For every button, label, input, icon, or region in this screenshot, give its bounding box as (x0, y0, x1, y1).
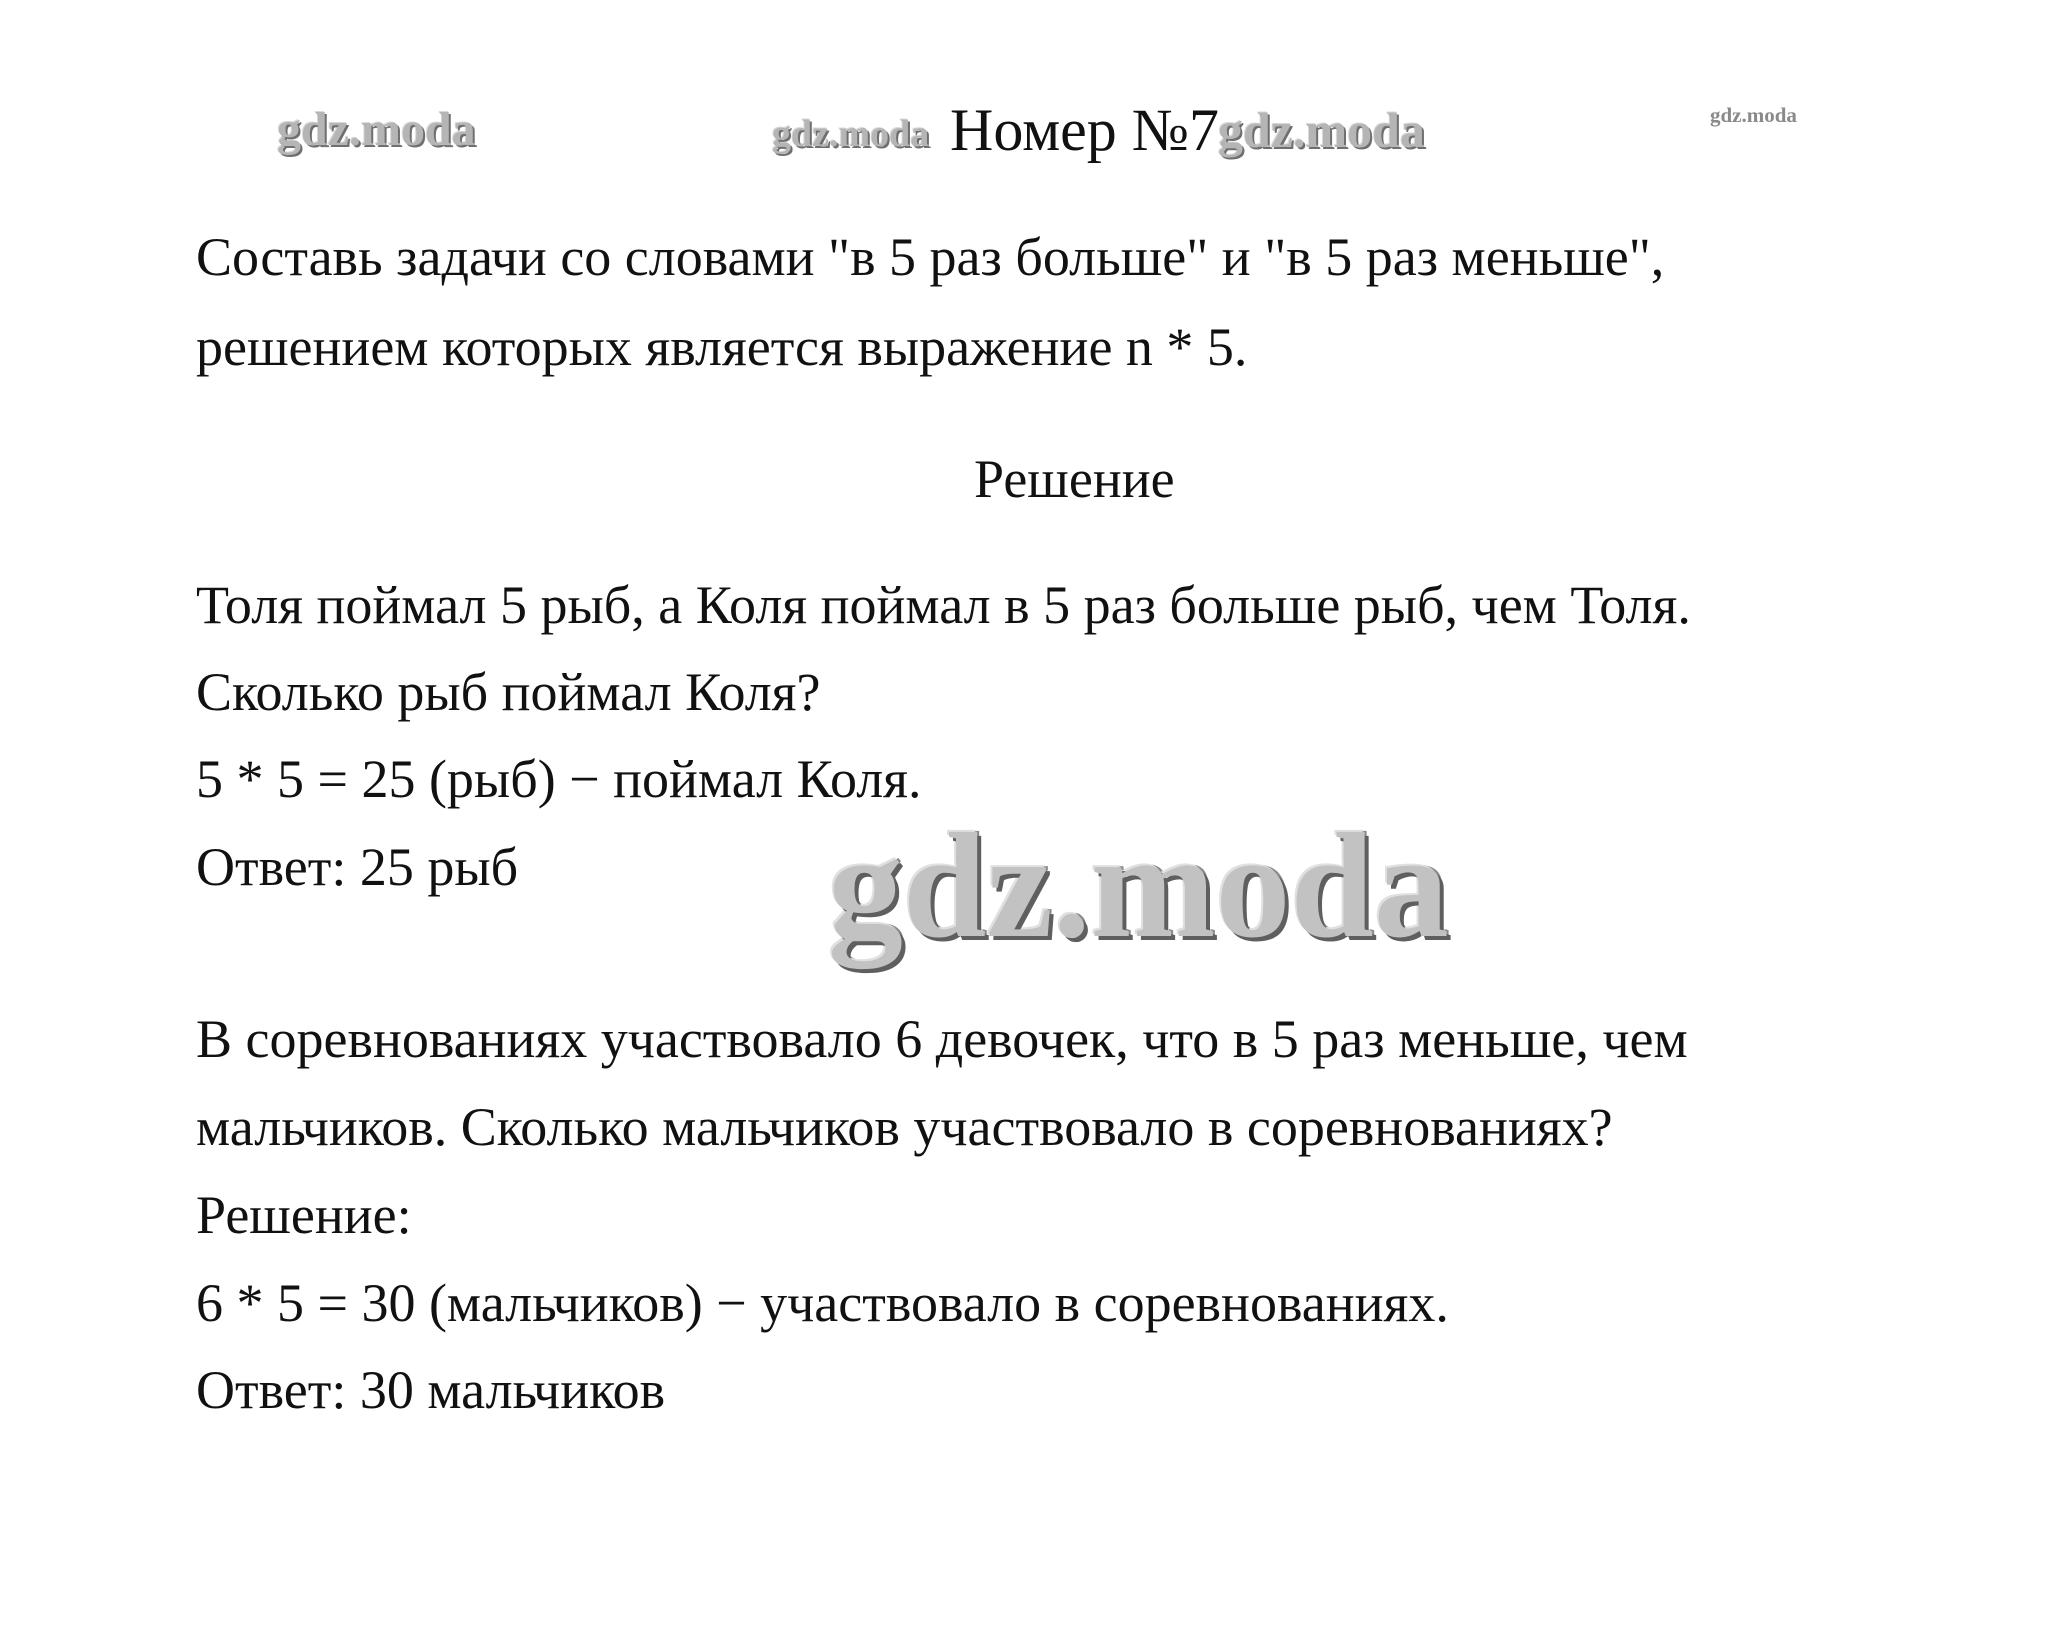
page-title: Номер №7 (950, 97, 1220, 163)
watermark-center-big: gdz.moda (828, 803, 1449, 969)
problem2-calculation: 6 * 5 = 30 (мальчиков) − участвовало в соревнованиях. (196, 1273, 1449, 1333)
problem1-calculation: 5 * 5 = 25 (рыб) − поймал Коля. (196, 749, 922, 809)
task-line-1: Составь задачи со словами "в 5 раз больше" и "в 5 раз меньше", (196, 227, 1665, 287)
problem1-line-2: Сколько рыб поймал Коля? (196, 662, 821, 722)
problem1-answer: Ответ: 25 рыб (196, 837, 519, 897)
problem2-line-2: мальчиков. Сколько мальчиков участвовало в соревнованиях? (196, 1097, 1613, 1157)
task-line-2: решением которых является выражение n * 5. (196, 317, 1248, 377)
watermark-header-left: gdz.moda (772, 113, 930, 155)
watermark-header-right: gdz.moda (1218, 102, 1425, 158)
watermark-top-left: gdz.moda (277, 103, 476, 156)
watermark-top-right: gdz.moda (1710, 103, 1797, 127)
problem2-answer: Ответ: 30 мальчиков (196, 1360, 666, 1420)
solution-heading: Решение (974, 449, 1175, 509)
problem2-solution-label: Решение: (196, 1185, 412, 1245)
problem2-line-1: В соревнованиях участвовало 6 девочек, что в 5 раз меньше, чем (196, 1009, 1688, 1069)
problem1-line-1: Толя поймал 5 рыб, а Коля поймал в 5 раз больше рыб, чем Толя. (196, 575, 1691, 635)
